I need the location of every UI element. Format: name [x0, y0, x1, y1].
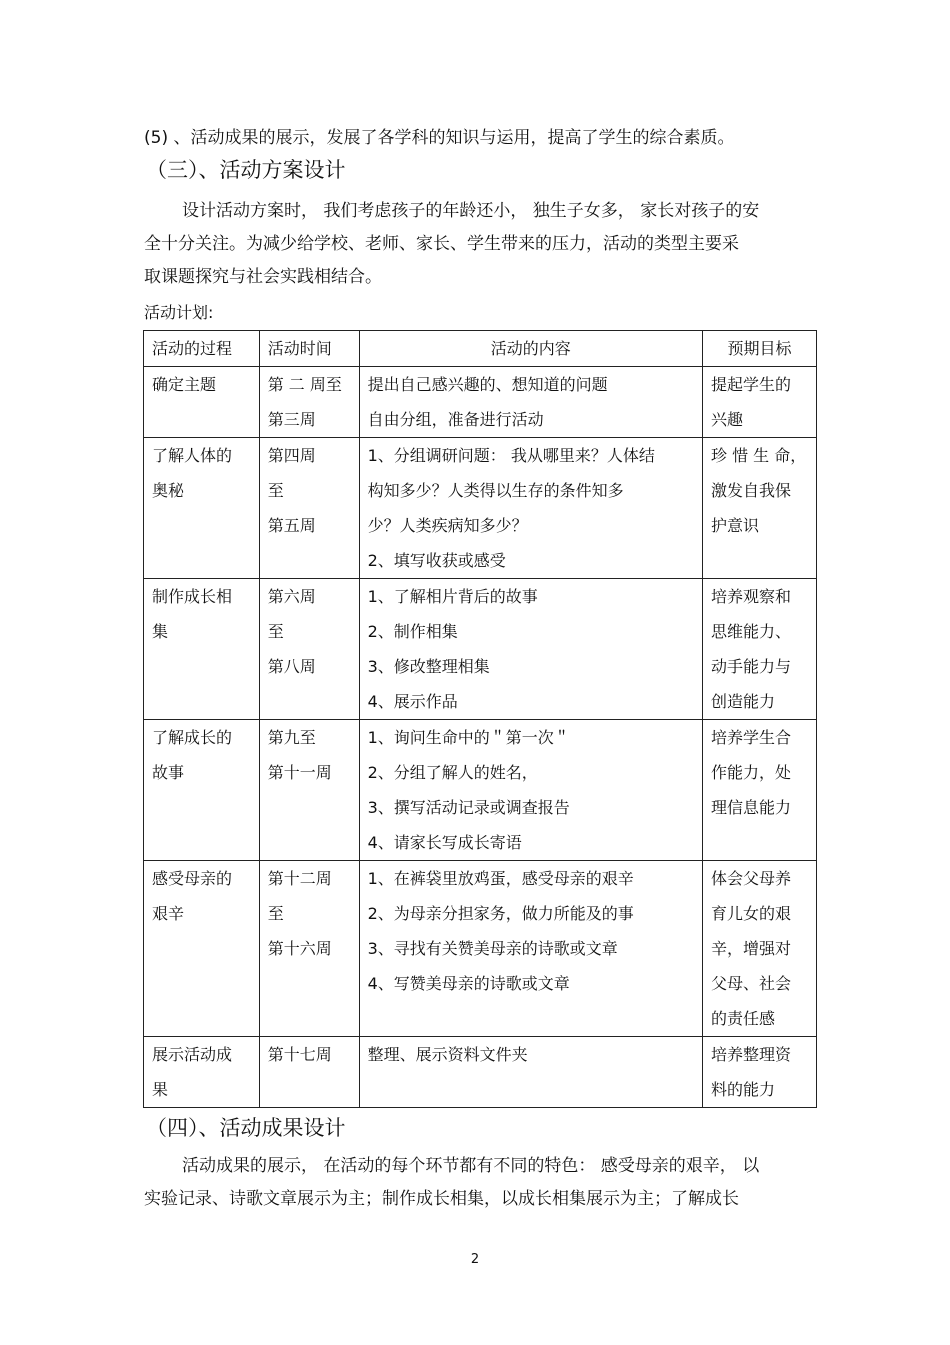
cell-content: [359, 861, 702, 1037]
cell-line: 第十二周: [267, 869, 332, 888]
cell-process: [144, 720, 260, 861]
cell-content: [359, 1037, 702, 1108]
cell-time: [259, 1037, 359, 1108]
cell-line: 至: [267, 622, 284, 641]
section-4-para-line-2: 实验记录、诗歌文章展示为主；制作成长相集，以成长相集展示为主；了解成长: [144, 1189, 739, 1209]
cell-line: 4、展示作品: [367, 692, 458, 711]
cell-line: 3、寻找有关赞美母亲的诗歌或文章: [367, 939, 618, 958]
cell-line: 4、请家长写成长寄语: [367, 833, 522, 852]
cell-process: [144, 579, 260, 720]
cell-line: 第十六周: [267, 939, 332, 958]
cell-line: 第十一周: [267, 763, 332, 782]
cell-line: 3、撰写活动记录或调查报告: [367, 798, 570, 817]
cell-line: 奥秘: [152, 481, 185, 500]
cell-line: 体会父母养: [711, 869, 792, 888]
cell-line: 第五周: [267, 516, 316, 535]
activity-plan-table: [143, 330, 817, 1108]
cell-content: [359, 367, 702, 438]
cell-line: 艰辛: [152, 904, 185, 923]
page-number: 2: [470, 1252, 480, 1267]
cell-line: 2、分组了解人的姓名，: [367, 763, 538, 782]
section-4-para-line-1: 活动成果的展示， 在活动的每个环节都有不同的特色： 感受母亲的艰辛， 以: [182, 1156, 760, 1176]
cell-goal: [703, 720, 817, 861]
header-goal: 预期目标: [703, 331, 817, 367]
cell-goal: [703, 1037, 817, 1108]
cell-line: 果: [152, 1080, 169, 1099]
table-row: [144, 579, 817, 720]
cell-line: 兴趣: [711, 410, 744, 429]
cell-line: 1、了解相片背后的故事: [367, 587, 538, 606]
cell-line: 制作成长相: [152, 587, 233, 606]
cell-line: 集: [152, 622, 169, 641]
section-4-heading: （四）、活动成果设计: [146, 1116, 346, 1140]
cell-line: 提起学生的: [711, 375, 792, 394]
cell-line: 激发自我保: [711, 481, 792, 500]
header-process: 活动的过程: [144, 331, 260, 367]
cell-line: 第 二 周至: [267, 375, 342, 394]
cell-line: 故事: [152, 763, 185, 782]
table-row: [144, 367, 817, 438]
table-row: [144, 720, 817, 861]
cell-line: 护意识: [711, 516, 760, 535]
cell-line: 2、为母亲分担家务，做力所能及的事: [367, 904, 634, 923]
cell-line: 了解成长的: [152, 728, 233, 747]
cell-goal: [703, 367, 817, 438]
table-row: [144, 438, 817, 579]
cell-line: 至: [267, 481, 284, 500]
cell-line: 少？人类疾病知多少？: [367, 516, 528, 535]
cell-content: [359, 720, 702, 861]
cell-line: 1、在裤袋里放鸡蛋，感受母亲的艰辛: [367, 869, 634, 888]
cell-line: 思维能力、: [711, 622, 792, 641]
cell-goal: [703, 438, 817, 579]
cell-line: 理信息能力: [711, 798, 792, 817]
section-3-para-line-2: 全十分关注。为减少给学校、老师、家长、学生带来的压力，活动的类型主要采: [144, 234, 739, 254]
cell-line: 1、分组调研问题： 我从哪里来？人体结: [367, 446, 655, 465]
cell-goal: [703, 861, 817, 1037]
section-3-para-line-1: 设计活动方案时， 我们考虑孩子的年龄还小， 独生子女多， 家长对孩子的安: [182, 201, 760, 221]
cell-time: [259, 720, 359, 861]
cell-line: 培养整理资: [711, 1045, 792, 1064]
cell-line: 第八周: [267, 657, 316, 676]
table-header-row: [144, 331, 817, 367]
section-3-para-line-3: 取课题探究与社会实践相结合。: [144, 267, 382, 287]
table-caption: 活动计划:: [144, 303, 214, 322]
cell-line: 4、写赞美母亲的诗歌或文章: [367, 974, 570, 993]
cell-line: 辛，增强对: [711, 939, 792, 958]
cell-line: 第十七周: [267, 1045, 332, 1064]
header-content: 活动的内容: [359, 331, 702, 367]
cell-line: 第四周: [267, 446, 316, 465]
cell-line: 提出自己感兴趣的、想知道的问题: [367, 375, 608, 394]
cell-line: 整理、展示资料文件夹: [367, 1045, 528, 1064]
table-row: [144, 861, 817, 1037]
cell-process: [144, 438, 260, 579]
cell-line: 作能力，处: [711, 763, 792, 782]
cell-line: 构知多少？人类得以生存的条件知多: [367, 481, 624, 500]
cell-line: 第九至: [267, 728, 316, 747]
cell-time: [259, 367, 359, 438]
cell-time: [259, 438, 359, 579]
cell-line: 培养学生合: [711, 728, 792, 747]
cell-time: [259, 579, 359, 720]
cell-line: 料的能力: [711, 1080, 776, 1099]
cell-line: 感受母亲的: [152, 869, 233, 888]
cell-line: 第三周: [267, 410, 316, 429]
cell-process: [144, 1037, 260, 1108]
cell-line: 至: [267, 904, 284, 923]
cell-line: 自由分组，准备进行活动: [367, 410, 544, 429]
cell-line: 动手能力与: [711, 657, 792, 676]
cell-line: 1、询问生命中的＂第一次＂: [367, 728, 570, 747]
cell-line: 2、填写收获或感受: [367, 551, 506, 570]
header-time: 活动时间: [259, 331, 359, 367]
cell-line: 第六周: [267, 587, 316, 606]
cell-line: 了解人体的: [152, 446, 233, 465]
cell-line: 父母、社会: [711, 974, 792, 993]
cell-line: 培养观察和: [711, 587, 792, 606]
cell-process: [144, 367, 260, 438]
cell-line: 展示活动成: [152, 1045, 233, 1064]
cell-content: [359, 438, 702, 579]
intro-line: (5) 、活动成果的展示，发展了各学科的知识与运用，提高了学生的综合素质。: [144, 128, 735, 148]
cell-line: 育儿女的艰: [711, 904, 792, 923]
cell-content: [359, 579, 702, 720]
cell-goal: [703, 579, 817, 720]
cell-line: 的责任感: [711, 1009, 776, 1028]
cell-line: 确定主题: [152, 375, 217, 394]
cell-time: [259, 861, 359, 1037]
cell-process: [144, 861, 260, 1037]
cell-line: 2、制作相集: [367, 622, 458, 641]
table-row: [144, 1037, 817, 1108]
cell-line: 创造能力: [711, 692, 776, 711]
section-3-heading: （三）、活动方案设计: [146, 158, 346, 182]
cell-line: 珍 惜 生 命，: [711, 446, 807, 465]
cell-line: 3、修改整理相集: [367, 657, 490, 676]
